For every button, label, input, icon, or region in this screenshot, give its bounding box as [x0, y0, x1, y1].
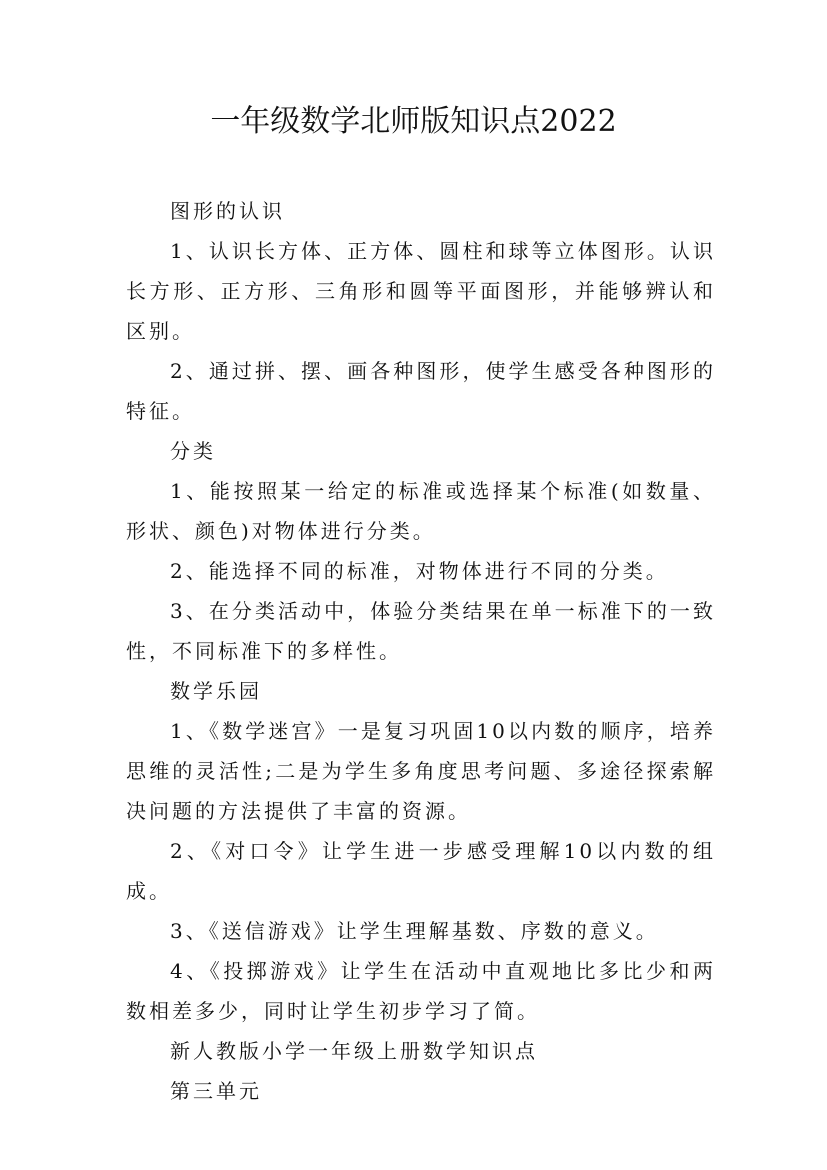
- document-title: 一年级数学北师版知识点2022: [210, 104, 617, 139]
- paragraph: 2、《对口令》让学生进一步感受理解10以内数的组成。: [126, 839, 716, 903]
- section-heading-unit-three: 第三单元: [170, 1079, 262, 1103]
- section-heading-math-park: 数学乐园: [170, 679, 262, 703]
- paragraph: 4、《投掷游戏》让学生在活动中直观地比多比少和两数相差多少，同时让学生初步学习了简。: [126, 959, 716, 1023]
- section-heading-classification: 分类: [170, 439, 216, 463]
- paragraph: 1、《数学迷宫》一是复习巩固10以内数的顺序，培养思维的灵活性;二是为学生多角度思考问题、多途径探索解决问题的方法提供了丰富的资源。: [126, 719, 716, 823]
- paragraph: 2、通过拼、摆、画各种图形，使学生感受各种图形的特征。: [126, 359, 716, 423]
- paragraph: 3、在分类活动中，体验分类结果在单一标准下的一致性，不同标准下的多样性。: [126, 599, 716, 663]
- document-body: [126, 191, 716, 1111]
- section-heading-new-edition: 新人教版小学一年级上册数学知识点: [170, 1039, 538, 1063]
- section-heading-shape: 图形的认识: [170, 199, 285, 223]
- paragraph: 2、能选择不同的标准，对物体进行不同的分类。: [170, 559, 669, 583]
- paragraph: 1、认识长方体、正方体、圆柱和球等立体图形。认识长方形、正方形、三角形和圆等平面图形，并能够辨认和区别。: [126, 239, 716, 343]
- paragraph: 1、能按照某一给定的标准或选择某个标准(如数量、形状、颜色)对物体进行分类。: [126, 479, 716, 543]
- paragraph: 3、《送信游戏》让学生理解基数、序数的意义。: [170, 919, 659, 943]
